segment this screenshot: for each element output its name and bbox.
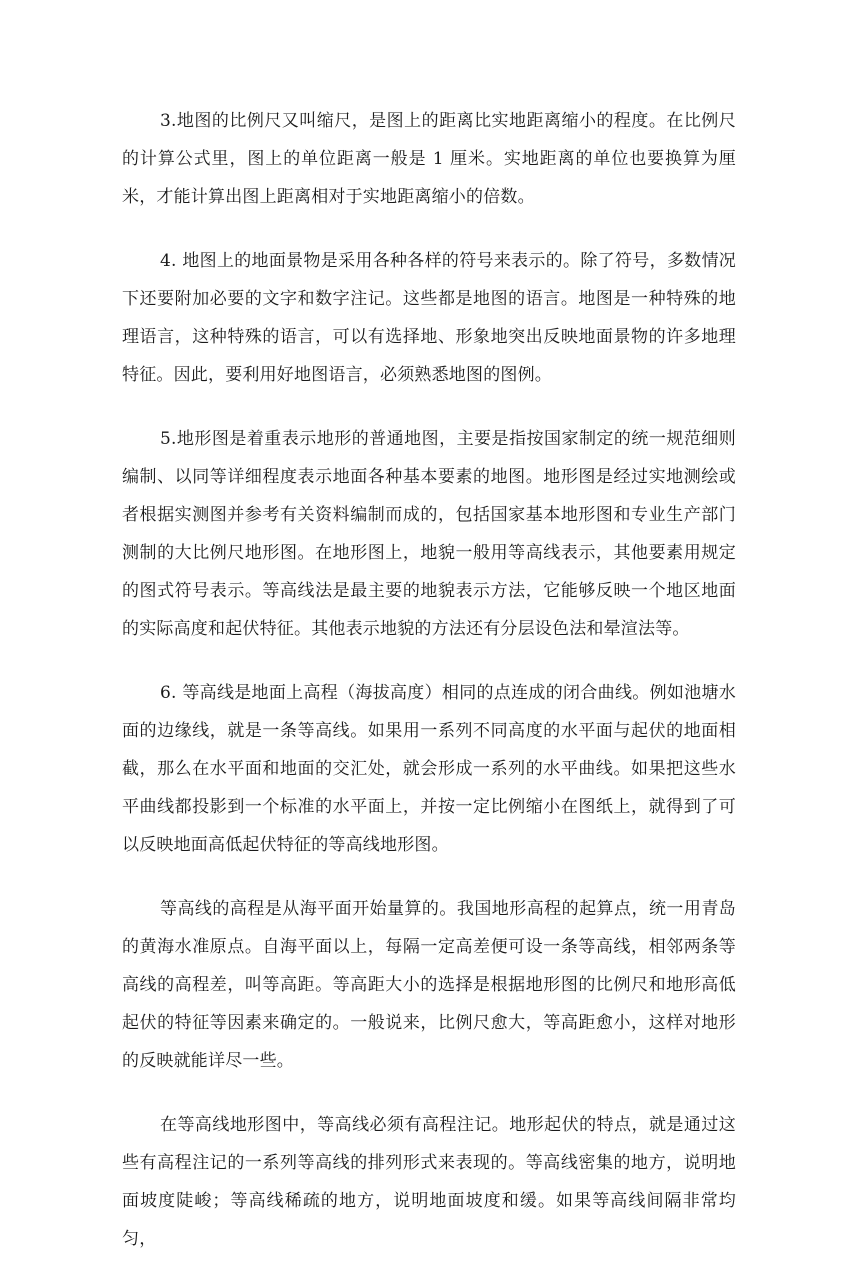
paragraph-map-language: 4. 地图上的地面景物是采用各种各样的符号来表示的。除了符号，多数情况下还要附加必要的文字和数字注记。这些都是地图的语言。地图是一种特殊的地理语言，这种特殊的语言，可以有选择地、形象地突出反映地面景物的许多地理特征。因此，要利用好地图语言，必须熟悉地图的图例。 xyxy=(122,251,736,385)
document-body xyxy=(122,102,736,1284)
paragraph-contour-elevation: 等高线的高程是从海平面开始量算的。我国地形高程的起算点，统一用青岛的黄海水准原点。自海平面以上，每隔一定高差便可设一条等高线，相邻两条等高线的高程差，叫等高距。等高距大小的选择是根据地形图的比例尺和地形高低起伏的特征等因素来确定的。一般说来，比例尺愈大，等高距愈小，这样对地形的反映就能详尽一些。 xyxy=(122,899,736,1071)
paragraph-contour-lines: 6. 等高线是地面上高程（海拔高度）相同的点连成的闭合曲线。例如池塘水面的边缘线，就是一条等高线。如果用一系列不同高度的水平面与起伏的地面相截，那么在水平面和地面的交汇处，就会形成一系列的水平曲线。如果把这些水平曲线都投影到一个标准的水平面上，并按一定比例缩小在图纸上，就得到了可以反映地面高低起伏特征的等高线地形图。 xyxy=(122,683,736,855)
paragraph-contour-annotation: 在等高线地形图中，等高线必须有高程注记。地形起伏的特点，就是通过这些有高程注记的一系列等高线的排列形式来表现的。等高线密集的地方，说明地面坡度陡峻；等高线稀疏的地方，说明地面坡度和缓。如果等高线间隔非常均匀， xyxy=(122,1115,736,1249)
paragraph-topographic-map: 5.地形图是着重表示地形的普通地图，主要是指按国家制定的统一规范细则编制、以同等详细程度表示地面各种基本要素的地图。地形图是经过实地测绘或者根据实测图并参考有关资料编制而成的，包括国家基本地形图和专业生产部门测制的大比例尺地形图。在地形图上，地貌一般用等高线表示，其他要素用规定的图式符号表示。等高线法是最主要的地貌表示方法，它能够反映一个地区地面的实际高度和起伏特征。其他表示地貌的方法还有分层设色法和晕渲法等。 xyxy=(122,429,736,639)
paragraph-scale: 3.地图的比例尺又叫缩尺，是图上的距离比实地距离缩小的程度。在比例尺的计算公式里，图上的单位距离一般是 1 厘米。实地距离的单位也要换算为厘米，才能计算出图上距离相对于实地距离缩小的倍数。 xyxy=(122,111,736,207)
